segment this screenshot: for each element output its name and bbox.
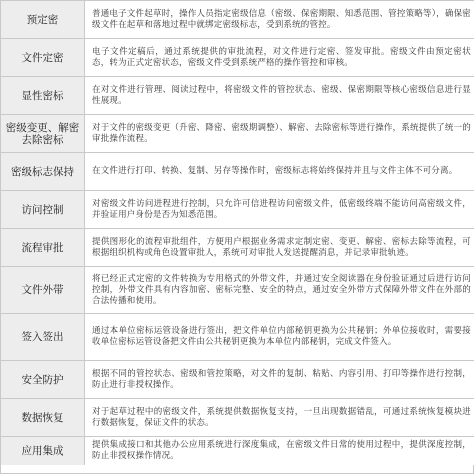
row-description: 对于文件的密级变更（升密、降密、密级期调整）、解密、去除密标等进行操作，系统提供了统一的审批操作流程。 <box>85 115 474 153</box>
row-label: 文件定密 <box>1 39 85 77</box>
row-description: 根据不同的管控状态、密级和管控策略，对文件的复制、粘贴、内容引用、打印等操作进行控制，防止进行非授权操作。 <box>85 361 474 399</box>
row-label: 流程审批 <box>1 229 85 267</box>
row-label: 预定密 <box>1 1 85 39</box>
row-description: 将已经正式定密的文件转换为专用格式的外带文件，并通过安全阅读器在身份验证通过后进行访问控制，外带文件具有内容加密、密标完整、安全的特点，通过安全外带方式保障外带文件在外部的合法传播和使用。 <box>85 267 474 314</box>
row-label: 数据恢复 <box>1 399 85 437</box>
row-description: 普通电子文件起草时，操作人员指定密级信息（密级、保密期限、知悉范围、管控策略等），确保密级文件在起草和落地过程中就绑定密级标志，受到系统的管控。 <box>85 1 474 39</box>
row-label: 安全防护 <box>1 361 85 399</box>
row-description: 在对文件进行管理、阅读过程中，将密级文件的管控状态、密级、保密期限等核心密级信息进行显性展现。 <box>85 77 474 115</box>
row-description: 通过本单位密标运管设备进行签出，把文件单位内部秘钥更换为公共秘钥；外单位接收时，需要接收单位密标运管设备把文件由公共秘钥更换为本单位内部秘钥，完成文件签入。 <box>85 314 474 361</box>
row-label: 应用集成 <box>1 437 85 465</box>
row-description: 提供集成接口和其他办公应用系统进行深度集成，在密级文件日常的使用过程中，提供深度控制，防止非授权操作情况。 <box>85 437 474 465</box>
row-label: 文件外带 <box>1 267 85 314</box>
row-label: 签入签出 <box>1 314 85 361</box>
row-description: 电子文件定稿后，通过系统提供的审批流程，对文件进行定密、签发审批。密级文件由预定密状态，转为正式定密状态，密级文件受到系统严格的操作管控和审核。 <box>85 39 474 77</box>
row-label: 显性密标 <box>1 77 85 115</box>
row-description: 提供图形化的流程审批组件，方便用户根据业务需求定制定密、变更、解密、密标去除等流程，可根据组织机构或角色设置审批人，系统可对审批人发送提醒消息，并记录审批轨迹。 <box>85 229 474 267</box>
row-description: 对于起草过程中的密级文件，系统提供数据恢复支持，一旦出现数据错乱，可通过系统恢复模块进行数据恢复，保证文件的状态。 <box>85 399 474 437</box>
row-label: 密级标志保持 <box>1 153 85 191</box>
row-description: 在文件进行打印、转换、复制、另存等操作时，密级标志将始终保持并且与文件主体不可分离。 <box>85 153 474 191</box>
row-label: 访问控制 <box>1 191 85 229</box>
row-description: 对密级文件访问进程进行控制，只允许可信进程访问密级文件，低密级终端不能访问高密级文件，并验证用户身份是否为知悉范围。 <box>85 191 474 229</box>
row-label: 密级变更、解密去除密标 <box>1 115 85 153</box>
